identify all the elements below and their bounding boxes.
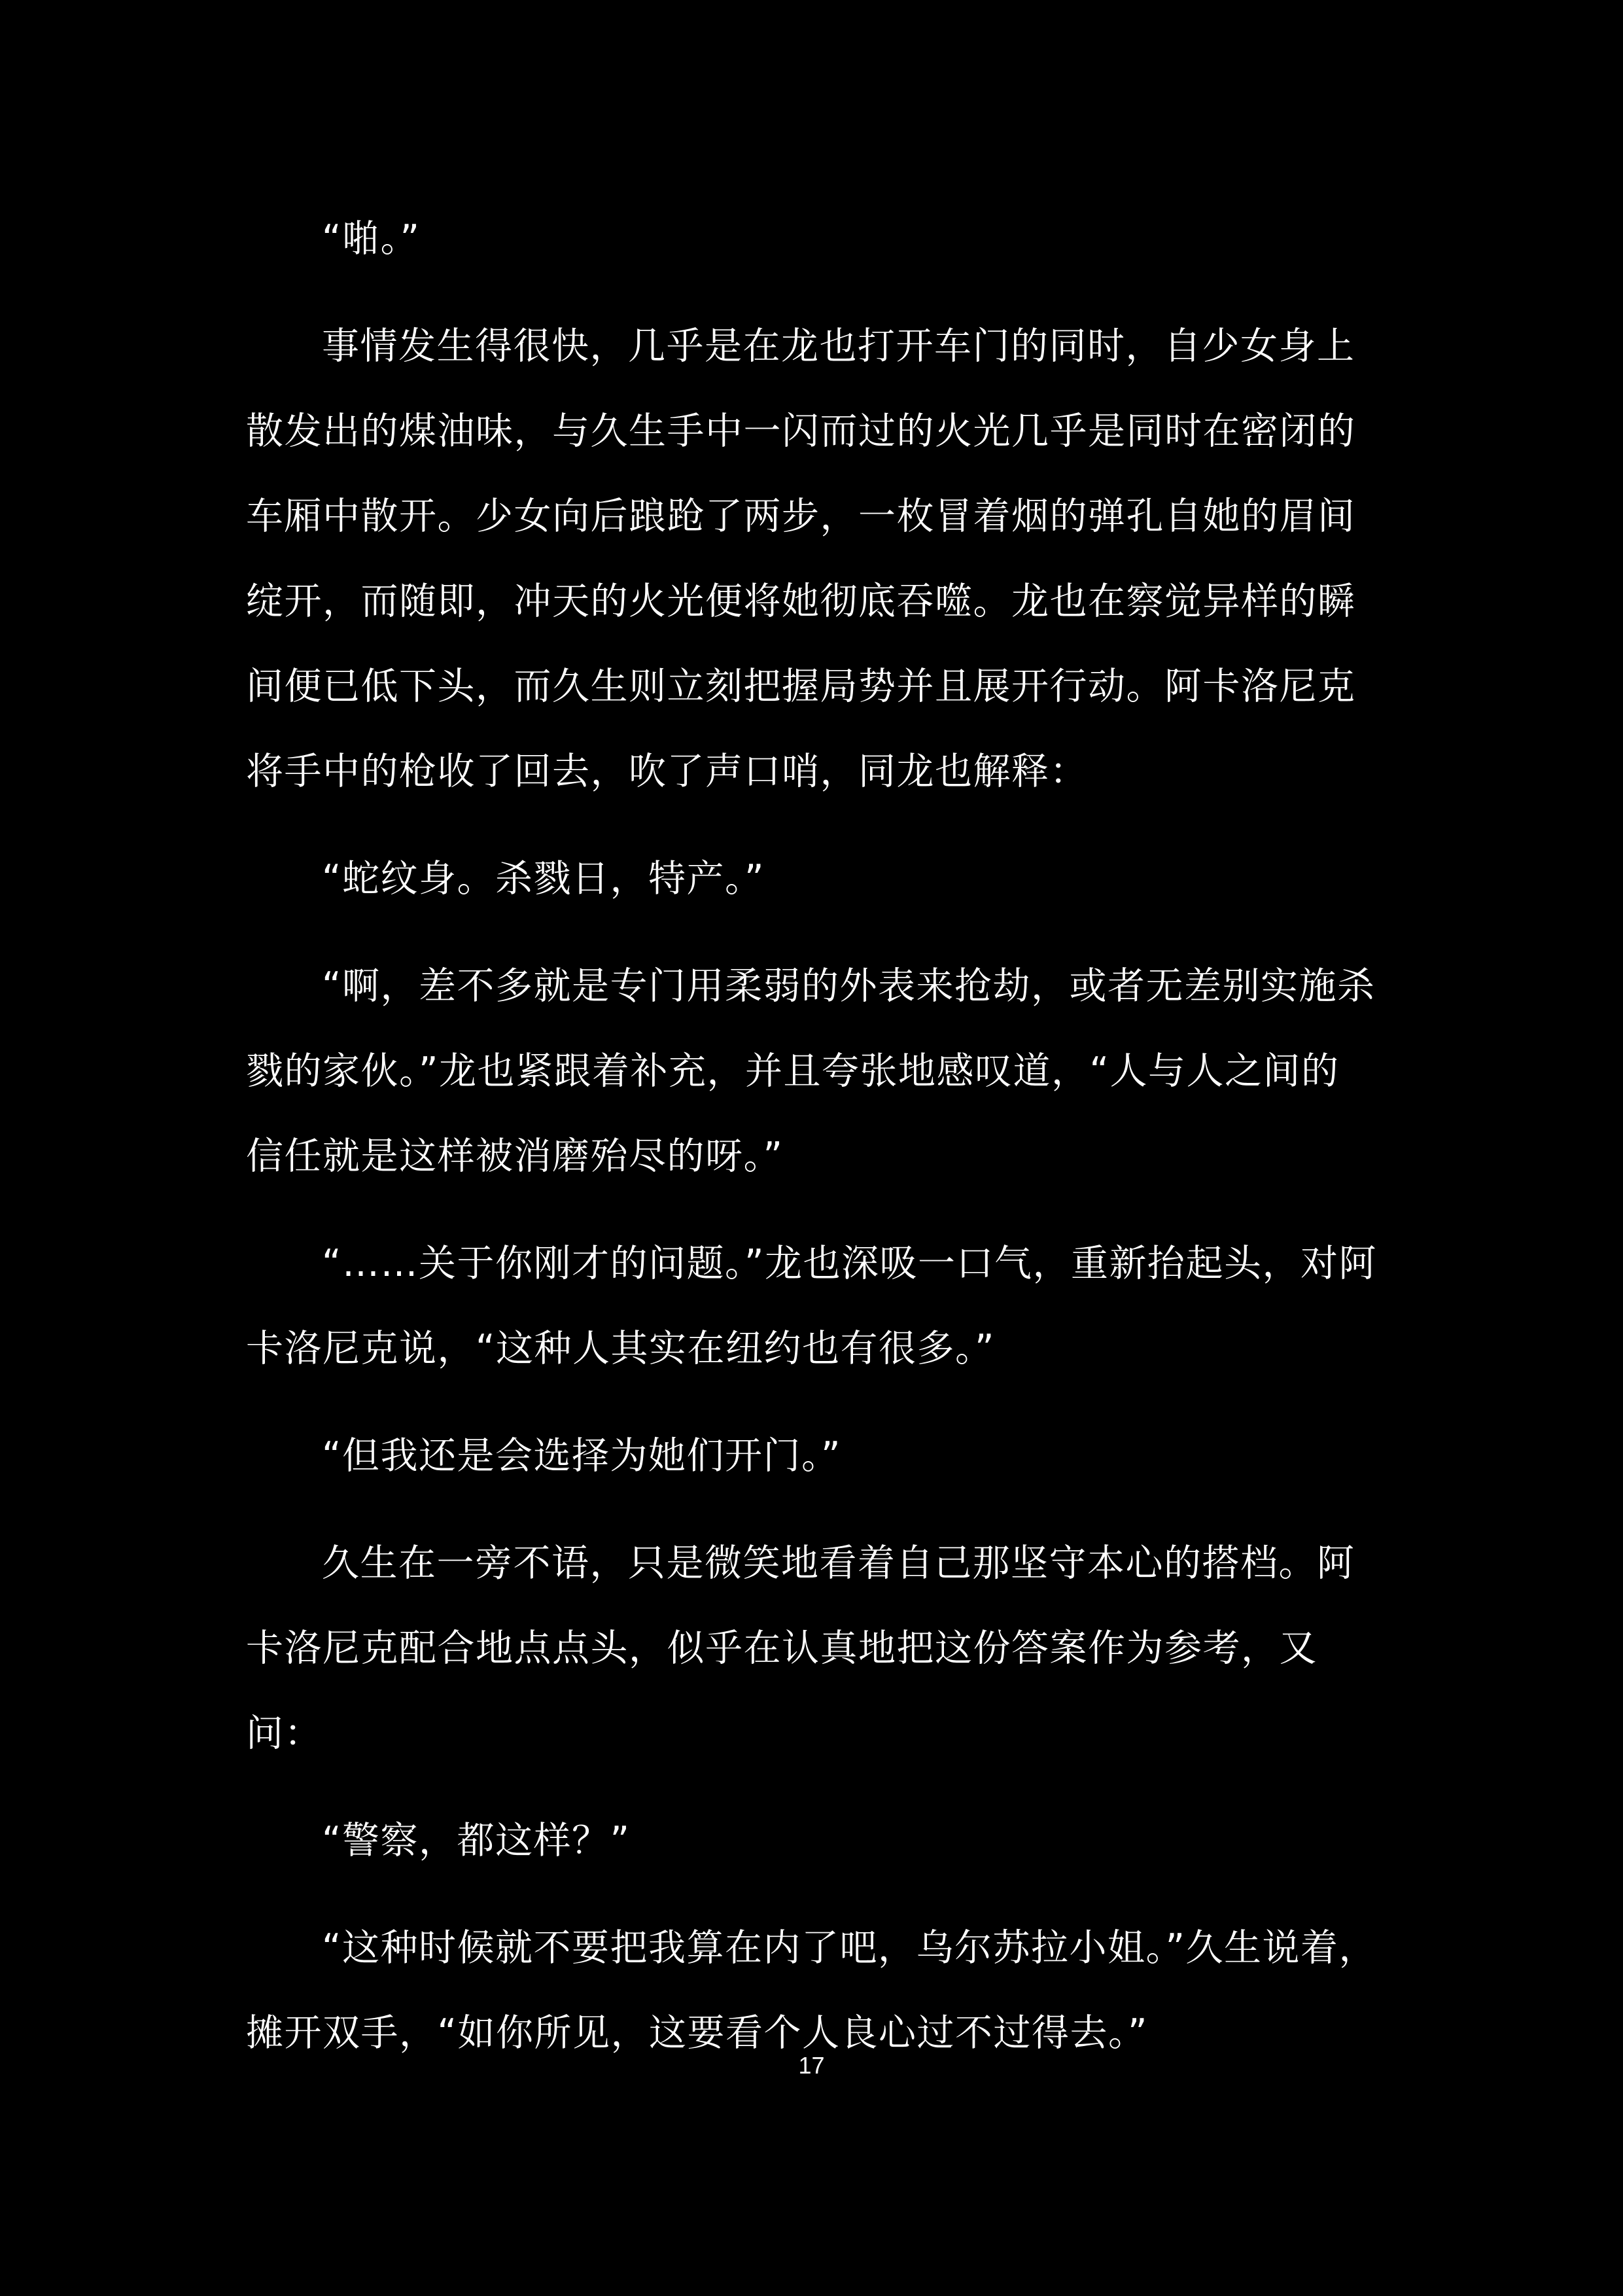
paragraph: “警察，都这样？” xyxy=(322,1819,631,1862)
paragraph: 事情发生得很快，几乎是在龙也打开车门的同时，自少女身上散发出的煤油味，与久生手中一闪而过的火光几乎是同时在密闭的车厢中散开。少女向后踉跄了两步，一枚冒着烟的弹孔自她的眉间绽开，而随即，冲天的火光便将她彻底吞噬。龙也在察觉异样的瞬间便已低下头，而久生则立刻把握局势并且展开行动。阿卡洛尼克将手中的枪收了回去，吹了声口哨，同龙也解释： xyxy=(246,325,1356,793)
paragraph: “啊，差不多就是专门用柔弱的外表来抢劫，或者无差别实施杀戮的家伙。”龙也紧跟着补充，并且夸张地感叹道，“人与人之间的信任就是这样被消磨殆尽的呀。” xyxy=(246,964,1376,1178)
paragraph: “这种时候就不要把我算在内了吧，乌尔苏拉小姐。”久生说着，摊开双手，“如你所见，这要看个人良心过不过得去。” xyxy=(246,1926,1378,2055)
page-body xyxy=(246,196,1378,2098)
page-number: 17 xyxy=(798,2052,825,2079)
paragraph: “啪。” xyxy=(322,217,421,260)
paragraph: 久生在一旁不语，只是微笑地看着自己那坚守本心的搭档。阿卡洛尼克配合地点点头，似乎在认真地把这份答案作为参考，又问： xyxy=(246,1542,1355,1755)
paragraph: “但我还是会选择为她们开门。” xyxy=(322,1434,842,1477)
paragraph: “……关于你刚才的问题。”龙也深吸一口气，重新抬起头，对阿卡洛尼克说，“这种人其实在纽约也有很多。” xyxy=(246,1242,1378,1370)
paragraph: “蛇纹身。杀戮日，特产。” xyxy=(322,857,765,900)
